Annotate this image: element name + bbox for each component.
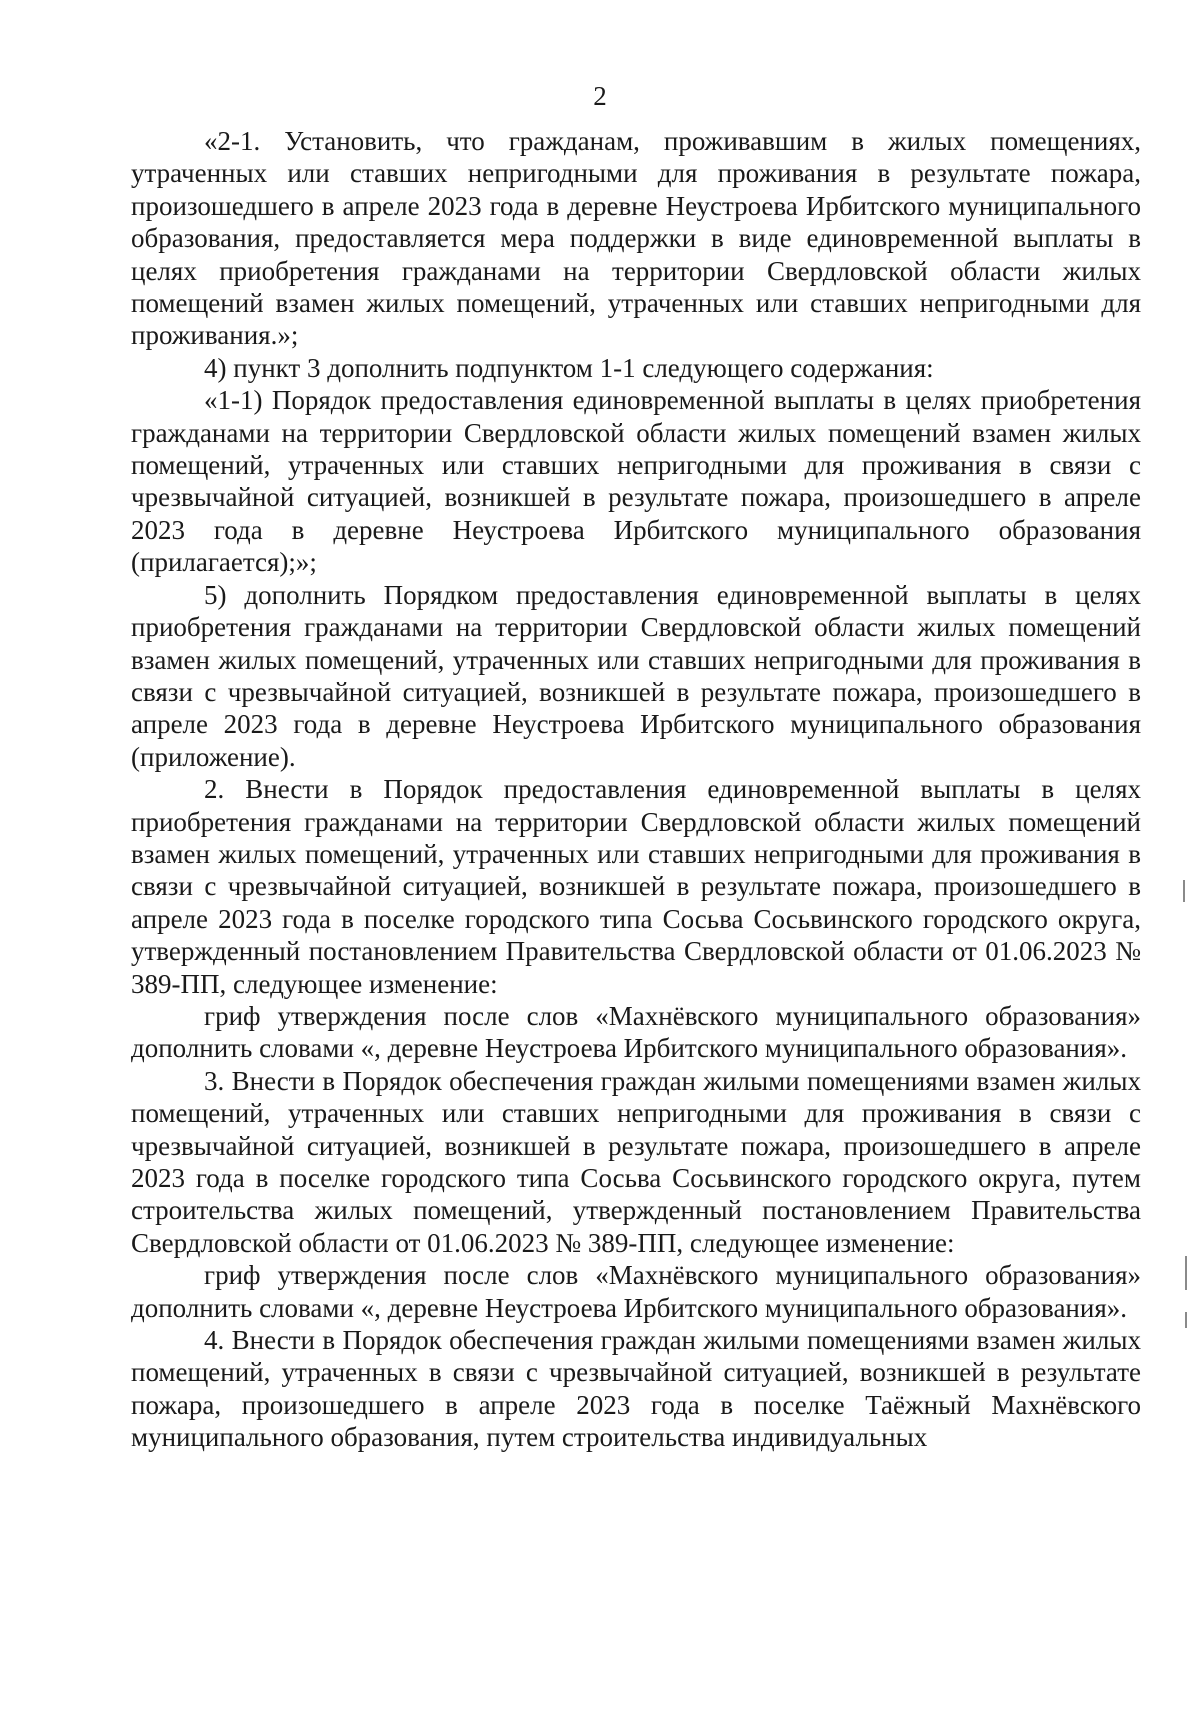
paragraph-2-1: «2-1. Установить, что гражданам, проживавшим в жилых помещениях, утраченных или ставших непригодными для проживания в результате пожара, произошедшего в апреле 2023 года в деревне Неустроева Ирбитского муниципального образования, предоставляется мера поддержки в виде единовременной выплаты в целях приобретения гражданами на территории Свердловской области жилых помещений взамен жилых помещений, утраченных или ставших непригодными для проживания.»;	[131, 126, 1141, 351]
paragraph-item-5: 5) дополнить Порядком предоставления единовременной выплаты в целях приобретения гражданами на территории Свердловской области жилых помещений взамен жилых помещений, утраченных или ставших непригодными для проживания в связи с чрезвычайной ситуацией, возникшей в результате пожара, произошедшего в апреле 2023 года в деревне Неустроева Ирбитского муниципального образования (приложение).	[131, 579, 1141, 772]
paragraph-point-4: 4. Внести в Порядок обеспечения граждан жилыми помещениями взамен жилых помещений, утраченных в связи с чрезвычайной ситуацией, возникшей в результате пожара, произошедшего в апреле 2023 года в поселке Таёжный Махнёвского муниципального образования, путем строительства индивидуальных	[131, 1325, 1141, 1453]
paragraph-point-3: 3. Внести в Порядок обеспечения граждан жилыми помещениями взамен жилых помещений, утраченных или ставших непригодными для проживания в связи с чрезвычайной ситуацией, возникшей в результате пожара, произошедшего в апреле 2023 года в поселке городского типа Сосьва Сосьвинского городского округа, путем строительства жилых помещений, утвержденный постановлением Правительства Свердловской области от 01.06.2023 № 389-ПП, следующее изменение:	[131, 1065, 1141, 1258]
paragraph-point-2-amendment: гриф утверждения после слов «Махнёвского муниципального образования» дополнить словами «, деревне Неустроева Ирбитского муниципального образования».	[131, 1000, 1141, 1064]
scan-artifact-mark	[1185, 1312, 1187, 1328]
paragraph-subitem-1-1: «1-1) Порядок предоставления единовременной выплаты в целях приобретения гражданами на территории Свердловской области жилых помещений взамен жилых помещений, утраченных или ставших непригодными для проживания в связи с чрезвычайной ситуацией, возникшей в результате пожара, произошедшего в апреле 2023 года в деревне Неустроева Ирбитского муниципального образования (прилагается);»;	[131, 385, 1141, 578]
paragraph-item-4: 4) пункт 3 дополнить подпунктом 1-1 следующего содержания:	[204, 352, 934, 383]
paragraph-point-3-amendment: гриф утверждения после слов «Махнёвского муниципального образования» дополнить словами «, деревне Неустроева Ирбитского муниципального образования».	[131, 1260, 1141, 1323]
paragraph-point-2: 2. Внести в Порядок предоставления единовременной выплаты в целях приобретения гражданами на территории Свердловской области жилых помещений взамен жилых помещений, утраченных или ставших непригодными для проживания в связи с чрезвычайной ситуацией, возникшей в результате пожара, произошедшего в апреле 2023 года в поселке городского типа Сосьва Сосьвинского городского округа, утвержденный постановлением Правительства Свердловской области от 01.06.2023 № 389-ПП, следующее изменение:	[131, 774, 1141, 999]
scan-artifact-mark	[1183, 880, 1185, 902]
page-number: 2	[593, 81, 607, 111]
scan-artifact-mark	[1185, 1256, 1187, 1290]
document-body	[131, 125, 1141, 1454]
